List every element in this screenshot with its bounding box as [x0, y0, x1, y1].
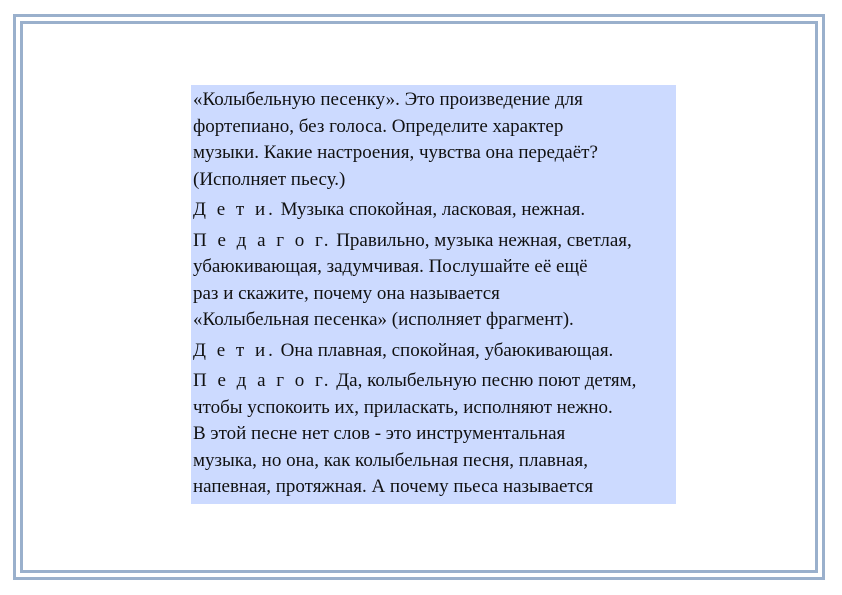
- text-line: «Колыбельную песенку». Это произведение для: [193, 89, 583, 110]
- text-line: [193, 197, 676, 224]
- speaker-label: П е д а г о г.: [193, 229, 332, 251]
- text-line: музыки. Какие настроения, чувства она передаёт?: [193, 142, 598, 163]
- text-line: В этой песне нет слов - это инструментальная: [193, 423, 566, 444]
- paragraph-children-reply-2: [193, 338, 676, 365]
- reply-text: Да, колыбельную песню поют детям,: [331, 370, 637, 391]
- dialogue-text-box: [191, 85, 676, 504]
- text-line: «Колыбельная песенка» (исполняет фрагмент).: [193, 309, 574, 330]
- reply-text: Музыка спокойная, ласковая, нежная.: [275, 199, 586, 220]
- reply-text: Она плавная, спокойная, убаюкивающая.: [275, 339, 614, 361]
- paragraph-teacher-reply-1: [193, 228, 676, 334]
- speaker-label: Д е т и.: [193, 199, 276, 220]
- text-line: (Исполняет пьесу.): [193, 168, 346, 190]
- text-line: раз и скажите, почему она называется: [193, 282, 500, 304]
- text-line: напевная, протяжная. А почему пьеса называется: [193, 476, 594, 497]
- paragraph-intro: [193, 87, 676, 193]
- text-line: чтобы успокоить их, приласкать, исполняют нежно.: [193, 396, 613, 418]
- paragraph-teacher-reply-2: [193, 368, 676, 501]
- text-line: убаюкивающая, задумчивая. Послушайте её ещё: [193, 256, 588, 277]
- speaker-label: П е д а г о г.: [193, 370, 332, 391]
- text-line: [193, 338, 676, 365]
- reply-text: Правильно, музыка нежная, светлая,: [331, 229, 632, 251]
- text-line: музыка, но она, как колыбельная песня, плавная,: [193, 449, 588, 471]
- text-line: фортепиано, без голоса. Определите характер: [193, 115, 564, 137]
- paragraph-children-reply-1: [193, 197, 676, 224]
- text-line: [193, 368, 676, 395]
- text-line: [193, 228, 676, 255]
- speaker-label: Д е т и.: [193, 339, 276, 361]
